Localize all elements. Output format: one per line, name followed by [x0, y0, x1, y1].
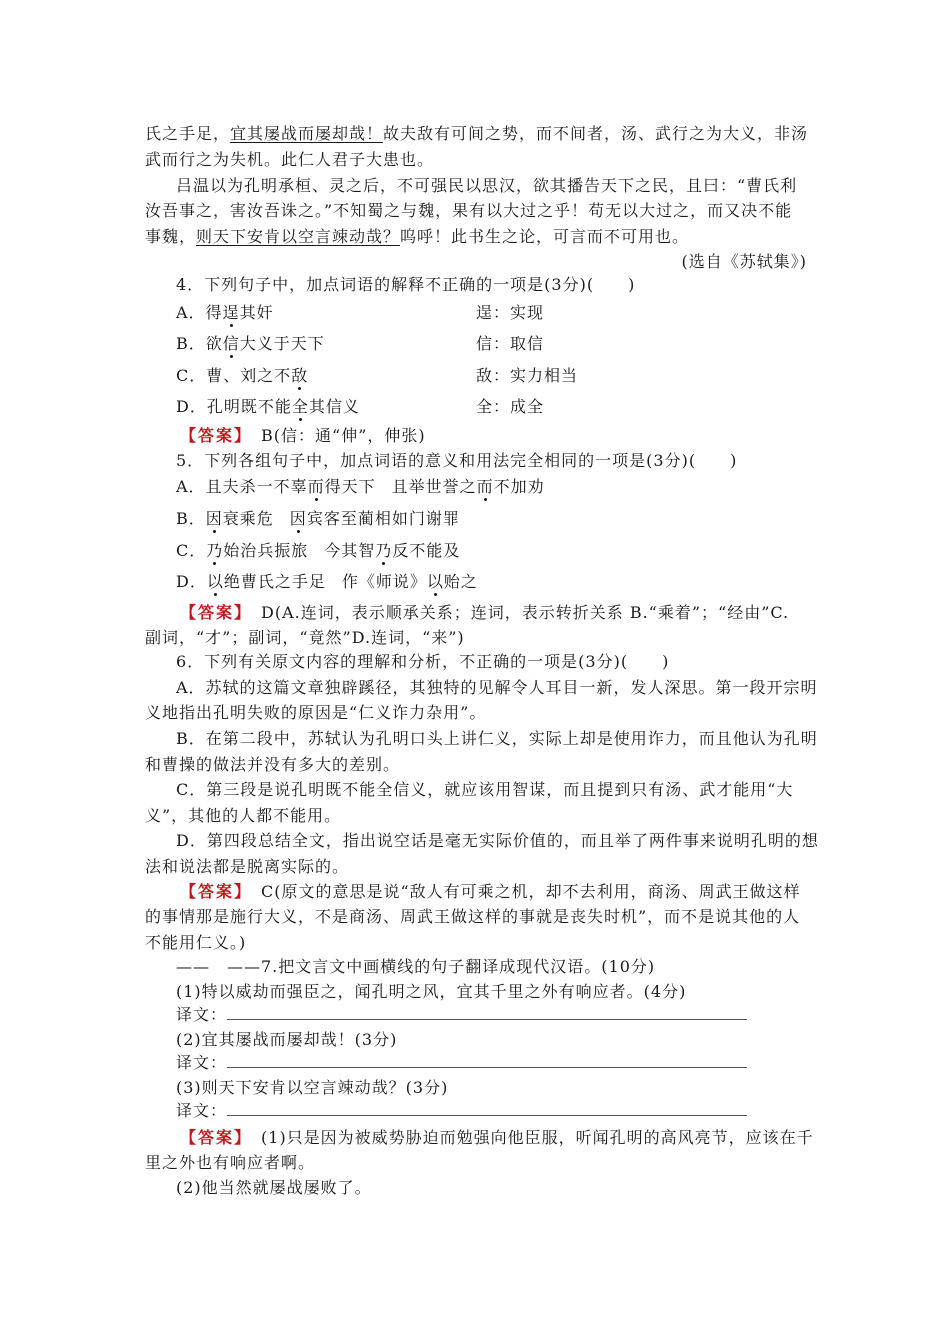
passage-line: 事魏，则天下安肯以空言竦动哉？呜呼！此书生之论，可言而不可用也。 — [145, 227, 690, 246]
q4-gloss-d: 全：成全 — [476, 397, 545, 416]
q6-option-d: D．第四段总结全文，指出说空话是毫无实际价值的，而且举了两件事来说明孔明的想 — [176, 831, 819, 850]
answer-blank[interactable] — [227, 1067, 747, 1068]
q7-answer-line-1: 译文： — [176, 1005, 936, 1029]
q5-answer: 【答案】 D(A.连词，表示顺承关系；连词，表示转折关系 B.“乘着”；“经由”C. — [180, 603, 790, 622]
passage-line: 汝吾事之，害汝吾诛之。”不知蜀之与魏，果有以大过之乎！苟无以大过之，而又决不能 — [145, 201, 793, 220]
answer-label: 【答案】 — [180, 1128, 245, 1147]
answer-label: 【答案】 — [180, 603, 245, 622]
q4-option-c: C．曹、刘之不敌 敌：实力相当 — [176, 366, 579, 385]
answer-label: 【答案】 — [180, 426, 245, 445]
q7-sentence-1: (1)特以威劫而强臣之，闻孔明之风，宜其千里之外有响应者。(4分) — [176, 982, 687, 1001]
q7-sentence-2: (2)宜其屡战而屡却哉！(3分) — [176, 1030, 398, 1049]
q4-option-b: B．欲信大义于天下 信：取信 — [176, 334, 545, 353]
underlined-sentence: 宜其屡战而屡却哉！ — [230, 124, 384, 143]
q6-option-c: C．第三段是说孔明既不能全信义，就应该用智谋，而且提到只有汤、武才能用“大 — [176, 780, 794, 799]
passage-line: 吕温以为孔明承桓、灵之后，不可强民以思汉，欲其播告天下之民，且曰：“曹氏利 — [176, 176, 798, 195]
q4-option-a: A．得逞其奸 逞：实现 — [176, 303, 545, 322]
q4-gloss-b: 信：取信 — [476, 334, 545, 353]
q5-option-b: B．因衰乘危 因宾客至蔺相如门谢罪 — [176, 509, 460, 528]
q4-answer: 【答案】 B(信：通“伸”，伸张) — [180, 426, 426, 445]
q6-answer: 【答案】 C(原文的意思是说“敌人有可乘之机，却不去利用，商汤、周武王做这样 — [180, 882, 801, 901]
answer-label: 【答案】 — [180, 882, 245, 901]
passage-source: (选自《苏轼集》) — [681, 252, 807, 271]
question-6-stem: 6．下列有关原文内容的理解和分析，不正确的一项是(3分)( ) — [176, 652, 670, 671]
q4-gloss-a: 逞：实现 — [476, 303, 545, 322]
q5-option-d: D．以绝曹氏之手足 作《师说》以贻之 — [176, 572, 478, 591]
question-5-stem: 5．下列各组句子中，加点词语的意义和用法完全相同的一项是(3分)( ) — [176, 451, 738, 470]
q4-gloss-c: 敌：实力相当 — [476, 366, 579, 385]
q6-option-c-cont: 义”，其他的人都不能用。 — [145, 806, 342, 825]
underlined-sentence: 则天下安肯以空言竦动哉？ — [196, 227, 401, 246]
passage-line: 武而行之为失机。此仁人君子大患也。 — [145, 150, 435, 169]
q6-option-b-cont: 和曹操的做法并没有多大的差别。 — [145, 755, 401, 774]
q7-sentence-3: (3)则天下安肯以空言竦动哉？(3分) — [176, 1078, 449, 1097]
q5-answer-cont: 副词，“才”；副词，“竟然”D.连词，“来”) — [145, 628, 465, 647]
q6-answer-cont: 的事情那是施行大义，不是商汤、周武王做这样的事就是丧失时机”，而不是说其他的人 — [145, 907, 801, 926]
q7-answer-line-2: 译文： — [176, 1053, 936, 1077]
q6-option-a: A．苏轼的这篇文章独辟蹊径，其独特的见解令人耳目一新，发人深思。第一段开宗明 — [176, 678, 818, 697]
passage-line: 氏之手足，宜其屡战而屡却哉！故夫敌有可间之势，而不间者，汤、武行之为大义，非汤 — [145, 124, 809, 143]
q4-option-d: D．孔明既不能全其信义 全：成全 — [176, 397, 545, 416]
q7-answer-line-3: 译文： — [176, 1101, 936, 1125]
q5-option-a: A．且夫杀一不辜而得天下 且举世誉之而不加劝 — [176, 477, 545, 496]
q5-option-c: C．乃始治兵振旅 今其智乃反不能及 — [176, 541, 461, 560]
q7-answer: 【答案】 (1)只是因为被威势胁迫而勉强向他臣服，听闻孔明的高风亮节，应该在千 — [180, 1128, 814, 1147]
q7-answer-cont: (2)他当然就屡战屡败了。 — [176, 1178, 372, 1197]
question-7-stem: —— ——7.把文言文中画横线的句子翻译成现代汉语。(10分) — [176, 957, 656, 976]
answer-blank[interactable] — [227, 1019, 747, 1020]
question-4-stem: 4．下列句子中，加点词语的解释不正确的一项是(3分)( ) — [176, 275, 636, 294]
q6-option-b: B．在第二段中，苏轼认为孔明口头上讲仁义，实际上却是使用诈力，而且他认为孔明 — [176, 729, 818, 748]
answer-blank[interactable] — [227, 1115, 747, 1116]
q6-option-a-cont: 义地指出孔明失败的原因是“仁义诈力杂用”。 — [145, 703, 487, 722]
q6-answer-cont: 不能用仁义。) — [145, 933, 247, 952]
q7-answer-cont: 里之外也有响应者啊。 — [145, 1153, 316, 1172]
q6-option-d-cont: 法和说法都是脱离实际的。 — [145, 857, 350, 876]
